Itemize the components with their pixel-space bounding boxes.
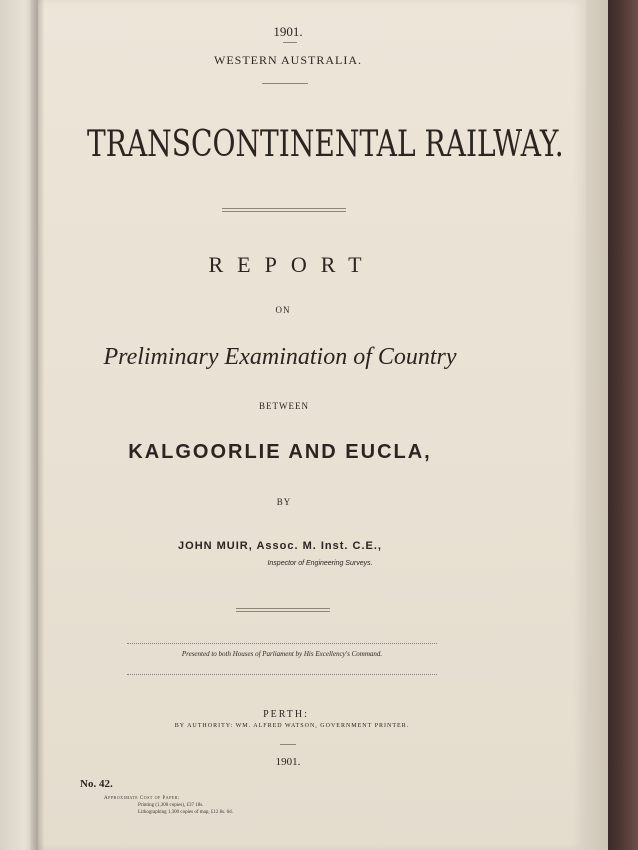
city: PERTH: <box>263 709 309 720</box>
by-label: BY <box>276 497 292 507</box>
on-label: ON <box>275 305 291 315</box>
between-label: BETWEEN <box>259 401 309 411</box>
presented-bottom-line <box>127 674 437 675</box>
author-name: JOHN MUIR, Assoc. M. Inst. C.E., <box>178 540 382 552</box>
year-top: 1901. <box>273 24 303 39</box>
cost-litho: Lithographing 1,300 copies of map, £12 8s. 6d. <box>138 810 233 815</box>
year-rule <box>283 42 297 43</box>
places-heading: KALGOORLIE AND EUCLA, <box>128 441 432 463</box>
cost-printing: Printing (1,300 copies), £37 18s. <box>138 803 204 808</box>
ornament-rule <box>236 608 330 612</box>
state-rule <box>262 83 308 84</box>
cost-heading: Approximate Cost of Paper: <box>104 796 180 801</box>
printer-rule <box>280 744 296 745</box>
year-bottom: 1901. <box>275 756 301 768</box>
presented-top-line <box>127 643 437 644</box>
page-edge-strip <box>586 0 608 850</box>
author-role: Inspector of Engineering Surveys. <box>267 560 373 567</box>
book-cover <box>608 0 638 850</box>
presented-text: Presented to both Houses of Parliament by His Excellency's Command. <box>181 650 383 658</box>
title-rule <box>222 208 346 212</box>
subject-title: Preliminary Examination of Country <box>103 344 457 370</box>
main-title: TRANSCONTINENTAL RAILWAY. <box>87 124 564 165</box>
report-number: No. 42. <box>80 778 113 790</box>
report-heading: REPORT <box>208 252 376 277</box>
state-heading: WESTERN AUSTRALIA. <box>214 53 362 67</box>
printer-line: BY AUTHORITY: WM. ALFRED WATSON, GOVERNMENT PRINTER. <box>174 723 410 729</box>
